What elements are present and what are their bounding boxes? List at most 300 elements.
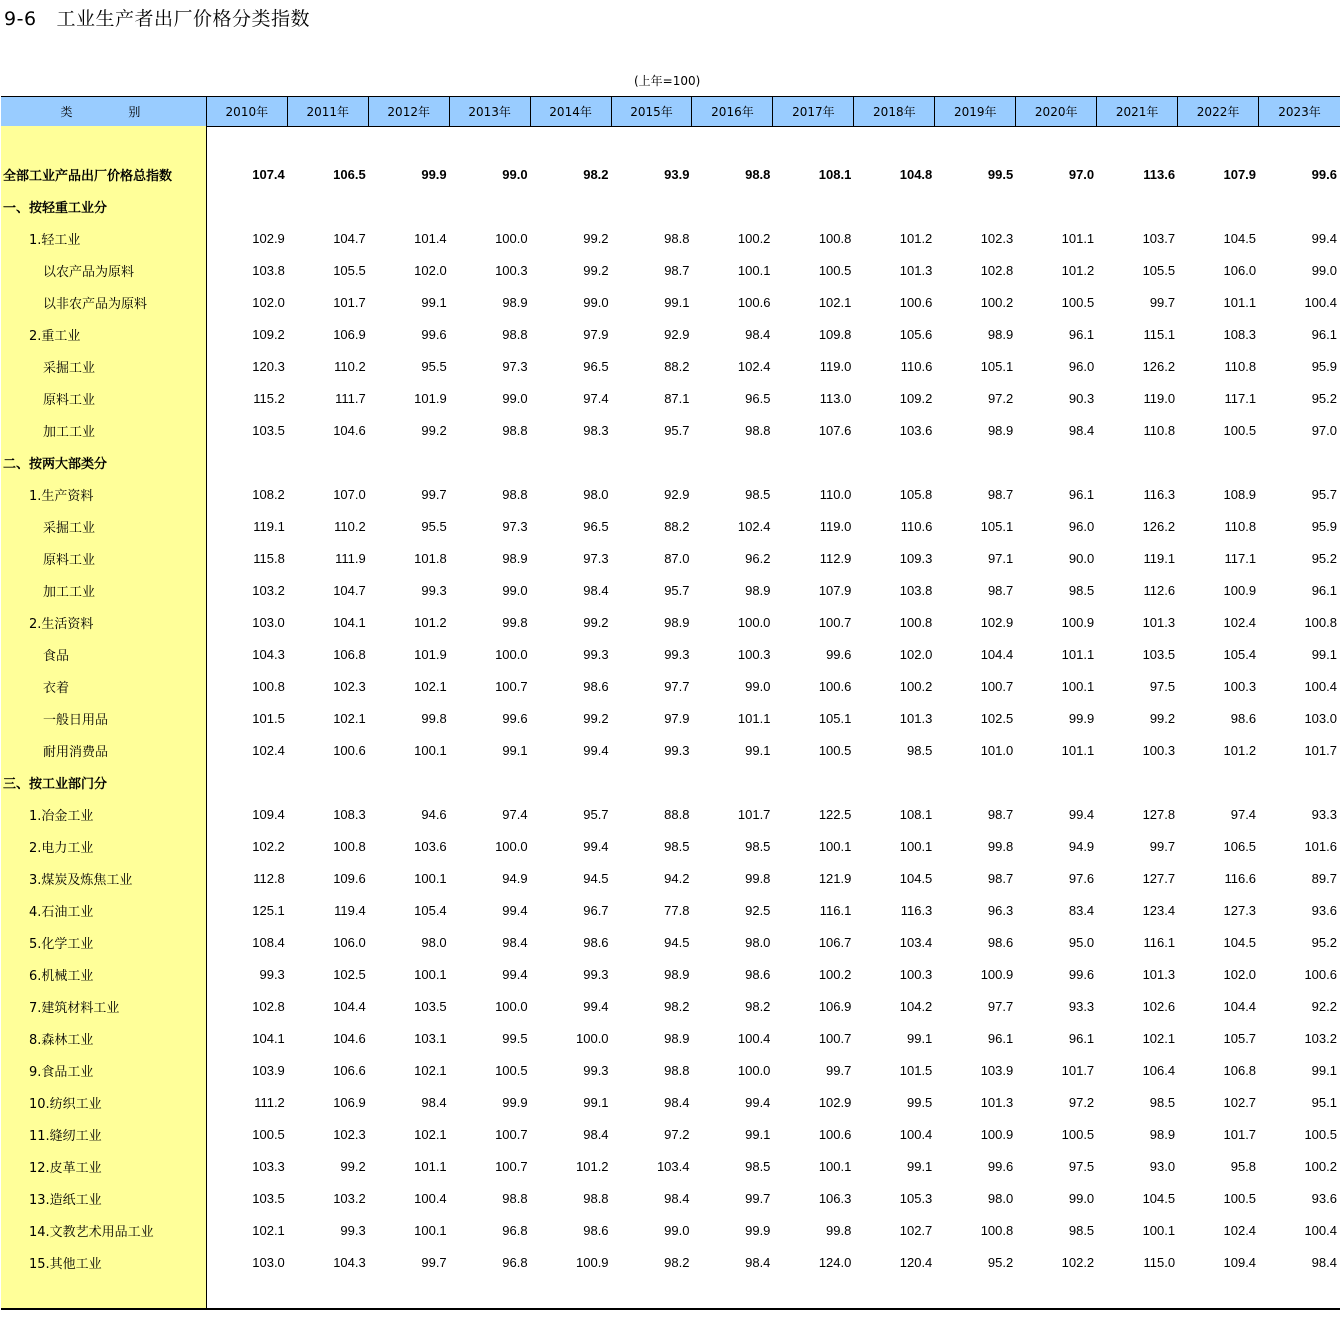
value-cell: 99.1 bbox=[502, 742, 528, 758]
value-cell: 98.6 bbox=[745, 966, 771, 982]
value-cell: 102.0 bbox=[899, 646, 933, 662]
value-cell: 100.2 bbox=[980, 294, 1014, 310]
value-cell: 99.1 bbox=[421, 294, 447, 310]
value-cell: 100.3 bbox=[495, 262, 528, 278]
value-cell: 104.6 bbox=[333, 422, 366, 438]
value-cell: 99.7 bbox=[421, 486, 447, 502]
value-cell: 103.0 bbox=[252, 1254, 285, 1270]
value-cell: 98.8 bbox=[664, 230, 690, 246]
value-cell: 99.6 bbox=[1068, 966, 1095, 982]
value-cell: 98.9 bbox=[502, 550, 528, 566]
row-label: 加工工业 bbox=[43, 424, 96, 440]
value-cell: 103.7 bbox=[1142, 230, 1176, 246]
value-cell: 99.9 bbox=[502, 1094, 528, 1110]
row-label: 12.皮革工业 bbox=[29, 1160, 102, 1176]
value-cell: 100.2 bbox=[737, 230, 771, 246]
value-cell: 101.3 bbox=[899, 262, 933, 278]
value-cell: 125.1 bbox=[252, 902, 285, 918]
value-cell: 98.8 bbox=[502, 422, 528, 438]
value-cell: 99.3 bbox=[583, 646, 609, 662]
value-cell: 98.4 bbox=[664, 1094, 690, 1110]
value-cell: 97.7 bbox=[664, 678, 690, 694]
value-cell: 106.0 bbox=[1223, 262, 1257, 278]
value-cell: 99.2 bbox=[583, 614, 609, 630]
value-cell: 99.8 bbox=[502, 614, 528, 630]
value-cell: 98.2 bbox=[664, 998, 690, 1014]
value-cell: 100.1 bbox=[1142, 1222, 1176, 1238]
value-cell: 87.1 bbox=[664, 390, 690, 406]
value-cell: 98.9 bbox=[1149, 1126, 1176, 1142]
value-cell: 102.1 bbox=[252, 1222, 285, 1238]
table-row bbox=[1, 926, 1340, 958]
value-cell: 100.4 bbox=[414, 1190, 447, 1206]
value-cell: 98.3 bbox=[583, 422, 609, 438]
value-cell: 104.5 bbox=[1223, 230, 1257, 246]
value-cell: 99.1 bbox=[1311, 1062, 1337, 1078]
value-cell: 83.4 bbox=[1068, 902, 1095, 918]
value-cell: 99.2 bbox=[340, 1158, 366, 1174]
value-cell: 110.6 bbox=[900, 358, 933, 374]
value-cell: 99.8 bbox=[826, 1222, 852, 1238]
value-cell: 108.3 bbox=[1223, 326, 1257, 342]
value-cell: 99.7 bbox=[745, 1190, 771, 1206]
value-cell: 100.1 bbox=[414, 870, 447, 886]
value-cell: 108.9 bbox=[1223, 486, 1257, 502]
table-row bbox=[1, 1246, 1340, 1278]
value-cell: 100.9 bbox=[576, 1254, 609, 1270]
value-cell: 97.2 bbox=[1068, 1094, 1095, 1110]
value-cell: 98.4 bbox=[745, 1254, 771, 1270]
table-row bbox=[1, 414, 1340, 446]
value-cell: 96.5 bbox=[583, 518, 609, 534]
value-cell: 104.5 bbox=[899, 870, 933, 886]
value-cell: 94.5 bbox=[583, 870, 609, 886]
value-cell: 97.7 bbox=[987, 998, 1014, 1014]
table-row bbox=[1, 222, 1340, 254]
value-cell: 98.7 bbox=[987, 870, 1014, 886]
value-cell: 92.2 bbox=[1311, 998, 1337, 1014]
value-cell: 102.3 bbox=[980, 230, 1014, 246]
value-cell: 96.8 bbox=[502, 1222, 528, 1238]
value-cell: 104.6 bbox=[333, 1030, 366, 1046]
value-cell: 99.1 bbox=[906, 1158, 933, 1174]
value-cell: 101.5 bbox=[899, 1062, 933, 1078]
value-cell: 103.2 bbox=[252, 582, 285, 598]
value-cell: 100.9 bbox=[980, 1126, 1014, 1142]
value-cell: 106.3 bbox=[818, 1190, 852, 1206]
value-cell: 106.7 bbox=[818, 934, 852, 950]
value-cell: 98.9 bbox=[664, 614, 690, 630]
row-label: 衣着 bbox=[43, 680, 70, 696]
value-cell: 109.6 bbox=[333, 870, 366, 886]
header-year: 2017年 bbox=[773, 97, 854, 126]
value-cell: 100.9 bbox=[980, 966, 1014, 982]
value-cell: 99.0 bbox=[502, 582, 528, 598]
value-cell: 110.2 bbox=[334, 518, 366, 534]
value-cell: 102.4 bbox=[1223, 614, 1257, 630]
value-cell: 100.4 bbox=[737, 1030, 771, 1046]
value-cell: 100.6 bbox=[333, 742, 366, 758]
value-cell: 110.8 bbox=[1224, 358, 1257, 374]
value-cell: 100.1 bbox=[818, 838, 852, 854]
value-cell: 98.6 bbox=[987, 934, 1014, 950]
table-header bbox=[1, 96, 1340, 127]
value-cell: 95.2 bbox=[987, 1254, 1014, 1270]
value-cell: 99.1 bbox=[583, 1094, 609, 1110]
value-cell: 105.3 bbox=[899, 1190, 933, 1206]
value-cell: 106.6 bbox=[333, 1062, 366, 1078]
value-cell: 95.2 bbox=[1311, 390, 1337, 406]
value-cell: 103.0 bbox=[1304, 710, 1337, 726]
header-year: 2022年 bbox=[1178, 97, 1259, 126]
value-cell: 99.1 bbox=[745, 742, 771, 758]
value-cell: 96.1 bbox=[1311, 326, 1337, 342]
value-cell: 103.4 bbox=[899, 934, 933, 950]
value-cell: 99.4 bbox=[502, 902, 528, 918]
value-cell: 95.9 bbox=[1311, 518, 1337, 534]
value-cell: 97.3 bbox=[583, 550, 609, 566]
value-cell: 101.7 bbox=[1304, 742, 1337, 758]
table-row bbox=[1, 1182, 1340, 1214]
value-cell: 99.7 bbox=[421, 1254, 447, 1270]
value-cell: 99.3 bbox=[421, 582, 447, 598]
value-cell: 99.3 bbox=[583, 966, 609, 982]
header-year: 2013年 bbox=[450, 97, 531, 126]
value-cell: 98.4 bbox=[583, 582, 609, 598]
value-cell: 100.0 bbox=[576, 1030, 609, 1046]
value-cell: 126.2 bbox=[1142, 358, 1176, 374]
table-row bbox=[1, 798, 1340, 830]
value-cell: 102.4 bbox=[1223, 1222, 1257, 1238]
value-cell: 100.7 bbox=[818, 614, 852, 630]
value-cell: 95.9 bbox=[1311, 358, 1337, 374]
value-cell: 103.1 bbox=[414, 1030, 447, 1046]
header-category: 类 别 bbox=[1, 97, 207, 126]
value-cell: 95.8 bbox=[1230, 1158, 1257, 1174]
table-row bbox=[1, 318, 1340, 350]
value-cell: 99.0 bbox=[745, 678, 771, 694]
value-cell: 100.5 bbox=[1061, 294, 1095, 310]
value-cell: 104.7 bbox=[333, 582, 366, 598]
value-cell: 101.8 bbox=[414, 550, 447, 566]
value-cell: 96.1 bbox=[987, 1030, 1014, 1046]
value-cell: 105.1 bbox=[980, 358, 1014, 374]
value-cell: 106.9 bbox=[333, 326, 366, 342]
value-cell: 103.5 bbox=[252, 422, 285, 438]
value-cell: 96.2 bbox=[745, 550, 771, 566]
value-cell: 100.7 bbox=[495, 1158, 528, 1174]
value-cell: 92.9 bbox=[664, 326, 690, 342]
value-cell: 104.3 bbox=[252, 646, 285, 662]
value-cell: 95.5 bbox=[421, 518, 447, 534]
value-cell: 105.7 bbox=[1223, 1030, 1257, 1046]
value-cell: 102.4 bbox=[252, 742, 285, 758]
table-row bbox=[1, 190, 1340, 222]
value-cell: 124.0 bbox=[818, 1254, 852, 1270]
value-cell: 105.8 bbox=[899, 486, 933, 502]
value-cell: 106.9 bbox=[333, 1094, 366, 1110]
value-cell: 100.0 bbox=[495, 838, 528, 854]
value-cell: 104.3 bbox=[333, 1254, 366, 1270]
value-cell: 100.3 bbox=[899, 966, 933, 982]
value-cell: 96.1 bbox=[1311, 582, 1337, 598]
value-cell: 111.7 bbox=[335, 390, 366, 406]
value-cell: 116.1 bbox=[1143, 934, 1176, 950]
value-cell: 96.0 bbox=[1068, 358, 1095, 374]
value-cell: 100.5 bbox=[252, 1126, 285, 1142]
value-cell: 102.8 bbox=[980, 262, 1014, 278]
value-cell: 100.0 bbox=[737, 1062, 771, 1078]
value-cell: 95.2 bbox=[1311, 550, 1337, 566]
value-cell: 106.9 bbox=[818, 998, 852, 1014]
value-cell: 99.9 bbox=[745, 1222, 771, 1238]
table-row bbox=[1, 478, 1340, 510]
value-cell: 99.6 bbox=[502, 710, 528, 726]
table-row bbox=[1, 734, 1340, 766]
value-cell: 98.7 bbox=[664, 262, 690, 278]
value-cell: 127.7 bbox=[1142, 870, 1176, 886]
value-cell: 98.4 bbox=[745, 326, 771, 342]
value-cell: 99.6 bbox=[987, 1158, 1014, 1174]
value-cell: 98.0 bbox=[987, 1190, 1014, 1206]
value-cell: 100.8 bbox=[980, 1222, 1014, 1238]
table-row bbox=[1, 350, 1340, 382]
table-bottom-border bbox=[1, 1308, 1340, 1310]
value-cell: 101.7 bbox=[1223, 1126, 1257, 1142]
value-cell: 97.2 bbox=[664, 1126, 690, 1142]
value-cell: 94.9 bbox=[1068, 838, 1095, 854]
value-cell: 103.8 bbox=[899, 582, 933, 598]
value-cell: 98.5 bbox=[664, 838, 690, 854]
value-cell: 117.1 bbox=[1224, 390, 1257, 406]
value-cell: 98.8 bbox=[583, 1190, 609, 1206]
header-year: 2011年 bbox=[288, 97, 369, 126]
row-label: 以农产品为原料 bbox=[43, 264, 135, 280]
value-cell: 99.3 bbox=[583, 1062, 609, 1078]
value-cell: 110.8 bbox=[1143, 422, 1176, 438]
value-cell: 109.3 bbox=[899, 550, 933, 566]
value-cell: 96.1 bbox=[1068, 486, 1095, 502]
value-cell: 95.7 bbox=[1311, 486, 1337, 502]
value-cell: 103.4 bbox=[656, 1158, 690, 1174]
value-cell: 99.5 bbox=[502, 1030, 528, 1046]
value-cell: 98.9 bbox=[745, 582, 771, 598]
table-row bbox=[1, 1022, 1340, 1054]
value-cell: 101.7 bbox=[333, 294, 366, 310]
value-cell: 92.9 bbox=[664, 486, 690, 502]
value-cell: 100.4 bbox=[1304, 678, 1337, 694]
value-cell: 105.5 bbox=[333, 262, 366, 278]
value-cell: 99.1 bbox=[745, 1126, 771, 1142]
header-year: 2018年 bbox=[854, 97, 935, 126]
value-cell: 96.5 bbox=[745, 390, 771, 406]
value-cell: 102.7 bbox=[1223, 1094, 1257, 1110]
value-cell: 102.3 bbox=[333, 678, 366, 694]
row-label: 9.食品工业 bbox=[29, 1064, 94, 1080]
row-label: 2.重工业 bbox=[29, 328, 81, 344]
table-row bbox=[1, 862, 1340, 894]
value-cell: 97.5 bbox=[1068, 1158, 1095, 1174]
row-label: 4.石油工业 bbox=[29, 904, 94, 920]
value-cell: 106.8 bbox=[1223, 1062, 1257, 1078]
value-cell: 94.5 bbox=[664, 934, 690, 950]
table-row bbox=[1, 990, 1340, 1022]
value-cell: 95.0 bbox=[1068, 934, 1095, 950]
value-cell: 119.1 bbox=[1143, 550, 1176, 566]
value-cell: 98.2 bbox=[745, 998, 771, 1014]
table-row bbox=[1, 382, 1340, 414]
value-cell: 94.2 bbox=[664, 870, 690, 886]
value-cell: 100.5 bbox=[818, 742, 852, 758]
value-cell: 95.7 bbox=[664, 422, 690, 438]
value-cell: 99.3 bbox=[340, 1222, 366, 1238]
value-cell: 102.9 bbox=[980, 614, 1014, 630]
value-cell: 99.9 bbox=[1068, 710, 1095, 726]
value-cell: 107.4 bbox=[252, 166, 285, 182]
value-cell: 103.8 bbox=[252, 262, 285, 278]
value-cell: 97.9 bbox=[664, 710, 690, 726]
value-cell: 116.3 bbox=[900, 902, 933, 918]
value-cell: 99.0 bbox=[502, 390, 528, 406]
value-cell: 101.2 bbox=[899, 230, 933, 246]
value-cell: 99.3 bbox=[259, 966, 285, 982]
value-cell: 103.9 bbox=[980, 1062, 1014, 1078]
value-cell: 100.8 bbox=[899, 614, 933, 630]
value-cell: 100.4 bbox=[1304, 294, 1337, 310]
value-cell: 106.8 bbox=[333, 646, 366, 662]
value-cell: 98.7 bbox=[987, 582, 1014, 598]
table-row bbox=[1, 510, 1340, 542]
value-cell: 102.1 bbox=[1142, 1030, 1176, 1046]
value-cell: 100.3 bbox=[737, 646, 771, 662]
table-title: 工业生产者出厂价格分类指数 bbox=[56, 8, 311, 30]
value-cell: 120.4 bbox=[899, 1254, 933, 1270]
value-cell: 115.2 bbox=[253, 390, 285, 406]
header-year: 2012年 bbox=[369, 97, 450, 126]
value-cell: 99.1 bbox=[664, 294, 690, 310]
value-cell: 113.6 bbox=[1143, 166, 1176, 182]
value-cell: 99.4 bbox=[583, 742, 609, 758]
table-number: 9-6 bbox=[4, 8, 37, 30]
value-cell: 102.1 bbox=[414, 1126, 447, 1142]
value-cell: 98.0 bbox=[421, 934, 447, 950]
row-label: 1.生产资料 bbox=[29, 488, 94, 504]
value-cell: 98.8 bbox=[745, 422, 771, 438]
value-cell: 102.0 bbox=[1223, 966, 1257, 982]
value-cell: 99.9 bbox=[421, 166, 447, 182]
value-cell: 120.3 bbox=[252, 358, 285, 374]
value-cell: 98.6 bbox=[1230, 710, 1257, 726]
value-cell: 98.7 bbox=[987, 806, 1014, 822]
row-label: 原料工业 bbox=[43, 392, 96, 408]
value-cell: 104.1 bbox=[333, 614, 366, 630]
value-cell: 99.2 bbox=[583, 230, 609, 246]
table-row bbox=[1, 542, 1340, 574]
value-cell: 102.4 bbox=[737, 518, 771, 534]
value-cell: 102.1 bbox=[333, 710, 366, 726]
value-cell: 98.8 bbox=[664, 1062, 690, 1078]
value-cell: 98.0 bbox=[745, 934, 771, 950]
value-cell: 101.2 bbox=[576, 1158, 609, 1174]
value-cell: 98.6 bbox=[583, 934, 609, 950]
value-cell: 98.7 bbox=[987, 486, 1014, 502]
value-cell: 98.5 bbox=[745, 838, 771, 854]
value-cell: 119.1 bbox=[253, 518, 285, 534]
value-cell: 99.4 bbox=[1068, 806, 1095, 822]
value-cell: 119.0 bbox=[819, 358, 852, 374]
table-row bbox=[1, 702, 1340, 734]
table-row bbox=[1, 1054, 1340, 1086]
value-cell: 111.9 bbox=[335, 550, 366, 566]
value-cell: 107.6 bbox=[818, 422, 852, 438]
value-cell: 113.0 bbox=[819, 390, 852, 406]
table-row bbox=[1, 158, 1340, 190]
value-cell: 100.0 bbox=[495, 998, 528, 1014]
value-cell: 123.4 bbox=[1142, 902, 1176, 918]
value-cell: 102.1 bbox=[414, 1062, 447, 1078]
value-cell: 104.5 bbox=[1142, 1190, 1176, 1206]
value-cell: 100.1 bbox=[899, 838, 933, 854]
value-cell: 112.9 bbox=[819, 550, 852, 566]
row-label: 一、按轻重工业分 bbox=[3, 200, 108, 216]
value-cell: 109.2 bbox=[252, 326, 285, 342]
value-cell: 90.0 bbox=[1068, 550, 1095, 566]
row-label: 以非农产品为原料 bbox=[43, 296, 148, 312]
value-cell: 95.7 bbox=[664, 582, 690, 598]
value-cell: 103.5 bbox=[414, 998, 447, 1014]
value-cell: 101.2 bbox=[1223, 742, 1257, 758]
value-cell: 103.2 bbox=[1304, 1030, 1337, 1046]
value-cell: 102.1 bbox=[414, 678, 447, 694]
value-cell: 100.3 bbox=[1142, 742, 1176, 758]
row-label: 1.轻工业 bbox=[29, 232, 81, 248]
value-cell: 102.5 bbox=[333, 966, 366, 982]
value-cell: 93.0 bbox=[1149, 1158, 1176, 1174]
value-cell: 97.4 bbox=[583, 390, 609, 406]
table-row bbox=[1, 286, 1340, 318]
value-cell: 94.6 bbox=[421, 806, 447, 822]
value-cell: 77.8 bbox=[664, 902, 690, 918]
value-cell: 100.7 bbox=[495, 678, 528, 694]
value-cell: 98.2 bbox=[583, 166, 609, 182]
page-title bbox=[4, 4, 310, 31]
value-cell: 102.2 bbox=[252, 838, 285, 854]
value-cell: 100.7 bbox=[818, 1030, 852, 1046]
row-label: 加工工业 bbox=[43, 584, 96, 600]
value-cell: 104.4 bbox=[333, 998, 366, 1014]
row-label: 采掘工业 bbox=[43, 520, 96, 536]
row-label: 13.造纸工业 bbox=[29, 1192, 102, 1208]
value-cell: 102.9 bbox=[818, 1094, 852, 1110]
value-cell: 112.6 bbox=[1143, 582, 1176, 598]
value-cell: 97.0 bbox=[1311, 422, 1337, 438]
value-cell: 99.8 bbox=[987, 838, 1014, 854]
value-cell: 99.4 bbox=[502, 966, 528, 982]
value-cell: 100.5 bbox=[495, 1062, 528, 1078]
value-cell: 96.7 bbox=[583, 902, 609, 918]
value-cell: 98.4 bbox=[1311, 1254, 1337, 1270]
value-cell: 98.5 bbox=[745, 1158, 771, 1174]
value-cell: 102.3 bbox=[333, 1126, 366, 1142]
table-row bbox=[1, 638, 1340, 670]
value-cell: 110.8 bbox=[1224, 518, 1257, 534]
value-cell: 98.9 bbox=[502, 294, 528, 310]
value-cell: 99.3 bbox=[664, 742, 690, 758]
table-row bbox=[1, 958, 1340, 990]
value-cell: 101.2 bbox=[1061, 262, 1095, 278]
value-cell: 116.3 bbox=[1143, 486, 1176, 502]
value-cell: 102.2 bbox=[1061, 1254, 1095, 1270]
